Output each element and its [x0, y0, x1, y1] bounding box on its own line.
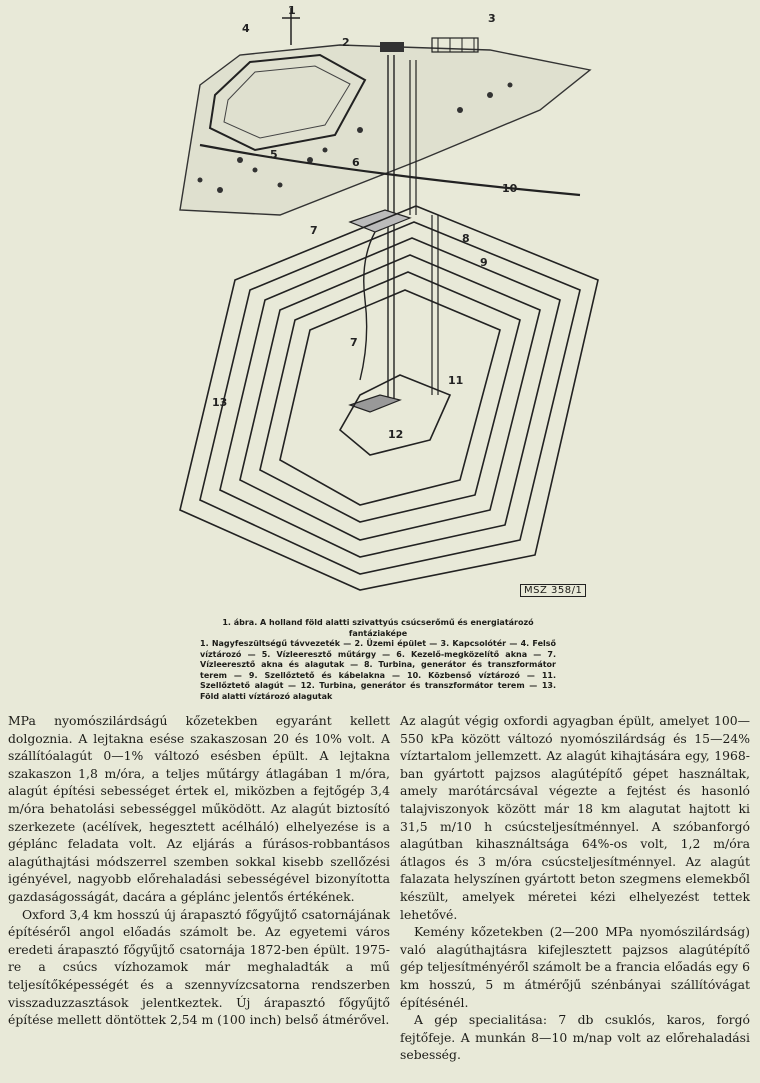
- left-paragraph: MPa nyomószilárdságú kőzetekben egyaránt kellett dolgoznia. A lejtakna esése szakaszosan 20 és 10% volt. A szállítóalagút 0—1% változó esésben épült. A lejtakna szakaszon 1,8 m/óra, a teljes műtárgy átlagában 1 m/óra, alagút építési sebességet értek el, miközben a fejtőgép 3,4 m/óra behatolási sebességgel működött. Az alagút biztosító szerkezete (acélívek, hegesztett acélháló) elhelyezése is a géplánc feladata volt. Az eljárás a fúrásos-robbantásos alagúthajtási módszerrel szemben sokkal kisebb szellőzési igényével, nagyobb előrehaladási sebességével bizonyította gazdaságosságát, dacára a géplánc jelentős értékének.: [8, 713, 390, 904]
- figure-label-3: 3: [488, 12, 496, 25]
- figure-label-9: 9: [480, 256, 488, 269]
- right-paragraph: Az alagút végig oxfordi agyagban épült, amelyet 100—550 kPa között változó nyomószilárdság és 15—24% víztartalom jellemzett. Az alagút kihajtására egy, 1968-ban gyártott pajzsos alagútépítő gépet használtak, amely marótárcsával végezte a fejtést és hasonló talajviszonyok között már 18 km alagutat hajtott ki 31,5 m/10 h csúcsteljesítménnyel. A szóbanforgó alagútban kihasználtsága 64%-os volt, 1,2 m/óra átlagos és 3 m/óra csúcsteljesítménnyel. Az alagút falazata helyszínen gyártott beton szegmens elemekből készült, amelyek méretei kézi elhelyezést tettek lehetővé.: [400, 713, 750, 922]
- figure-illustration: [160, 0, 600, 600]
- figure-label-7b: 7: [350, 336, 358, 349]
- figure-label-4: 4: [242, 22, 250, 35]
- figure-caption: [200, 618, 556, 702]
- figure-label-2: 2: [342, 36, 350, 49]
- figure-label-11: 11: [448, 374, 464, 387]
- right-paragraph: Kemény kőzetekben (2—200 MPa nyomószilárdság) való alagúthajtásra kifejlesztett pajzsos alagútépítő gép teljesítményéről számolt be a francia előadás egy 6 km hosszú, 5 m átmérőjű szénbányai szállítóvágat építésénél.: [400, 924, 750, 1010]
- left-text-column: [8, 712, 390, 1029]
- figure-label-5: 5: [270, 148, 278, 161]
- caption-legend: 1. Nagyfeszültségű távvezeték — 2. Üzemi épület — 3. Kapcsolótér — 4. Felső víztározó — 5. Vízleeresztő műtárgy — 6. Kezelő-megközelítő akna — 7. Vízleeresztő akna és alagutak — 8. Turbina, generátor és transzformátor terem — 9. Szellőztető és kábelakna — 10. Közbenső víztározó — 11. Szellőztető alagút — 12. Turbina, generátor és transzformátor terem — 13. Föld alatti víztározó alagutak: [200, 639, 556, 701]
- caption-title: 1. ábra. A holland föld alatti szivattyús csúcserőmű és energiatározó fantáziaképe: [222, 618, 534, 638]
- figure-label-12: 12: [388, 428, 404, 441]
- right-paragraph: A gép specialitása: 7 db csuklós, karos, forgó fejtőfeje. A munkán 8—10 m/nap volt az előrehaladási sebesség.: [400, 1012, 750, 1063]
- figure-label-7: 7: [310, 224, 318, 237]
- figure-label-13: 13: [212, 396, 228, 409]
- figure-label-8: 8: [462, 232, 470, 245]
- figure-label-10: 10: [502, 182, 518, 195]
- standard-stamp: MSZ 358/1: [520, 584, 586, 597]
- pumped-storage-diagram: [160, 0, 600, 600]
- right-text-column: [400, 712, 750, 1064]
- figure-label-1: 1: [288, 4, 296, 17]
- figure-label-6: 6: [352, 156, 360, 169]
- left-paragraph: Oxford 3,4 km hosszú új árapasztó főgyűjtő csatornájának építéséről angol előadás számolt be. Az egyetemi város eredeti árapasztó főgyűjtő csatornája 1872-ben épült. 1975-re a csúcs vízhozamok már meghaladták a mű teljesítőképességét és a szennyvízcsatorna rendszerben visszaduzzasztások jelentkeztek. Új árapasztó főgyűjtő építése mellett döntöttek 2,54 m (100 inch) belső átmérővel.: [8, 906, 390, 1028]
